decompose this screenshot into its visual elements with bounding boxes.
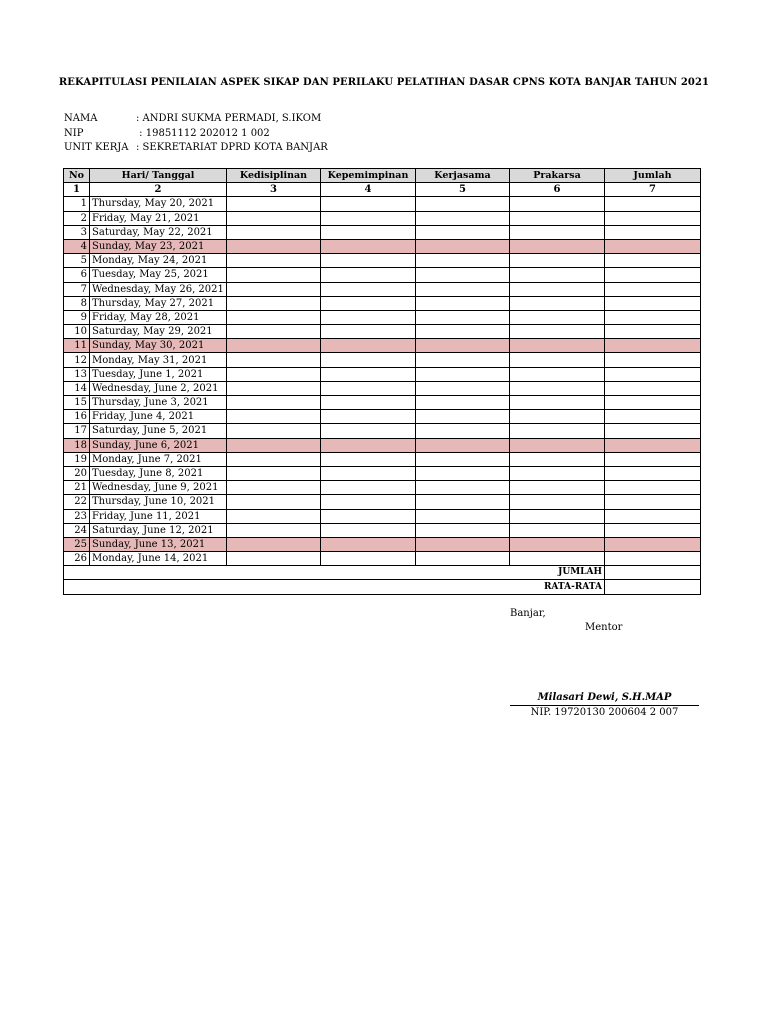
- row-date: Wednesday, May 26, 2021: [90, 282, 227, 296]
- table-row: [64, 552, 701, 566]
- score-cell-kedisiplinan[interactable]: [227, 310, 321, 324]
- score-cell-prakarsa[interactable]: [510, 254, 605, 268]
- info-value: : ANDRI SUKMA PERMADI, S.IKOM: [136, 113, 322, 124]
- header-kedisiplinan: Kedisiplinan: [227, 169, 321, 183]
- score-cell-jumlah[interactable]: [605, 353, 701, 367]
- score-cell-kedisiplinan[interactable]: [227, 466, 321, 480]
- score-cell-prakarsa[interactable]: [510, 466, 605, 480]
- score-cell-kerjasama[interactable]: [416, 396, 510, 410]
- score-cell-jumlah[interactable]: [605, 424, 701, 438]
- row-number: 26: [64, 552, 90, 566]
- header-kerjasama: Kerjasama: [416, 169, 510, 183]
- score-cell-jumlah[interactable]: [605, 552, 701, 566]
- score-cell-prakarsa[interactable]: [510, 282, 605, 296]
- row-number: 5: [64, 254, 90, 268]
- signature-role: Mentor: [585, 622, 623, 633]
- score-cell-prakarsa[interactable]: [510, 268, 605, 282]
- info-row-nip: [64, 127, 328, 142]
- score-cell-kedisiplinan[interactable]: [227, 410, 321, 424]
- score-cell-kedisiplinan[interactable]: [227, 282, 321, 296]
- score-cell-jumlah[interactable]: [605, 438, 701, 452]
- score-cell-kerjasama[interactable]: [416, 211, 510, 225]
- score-cell-jumlah[interactable]: [605, 523, 701, 537]
- score-cell-jumlah[interactable]: [605, 339, 701, 353]
- row-number: 13: [64, 367, 90, 381]
- score-cell-kedisiplinan[interactable]: [227, 396, 321, 410]
- row-date: Thursday, June 3, 2021: [90, 396, 227, 410]
- score-cell-kepemimpinan[interactable]: [321, 452, 416, 466]
- score-cell-kepemimpinan[interactable]: [321, 438, 416, 452]
- table-row: [64, 254, 701, 268]
- score-cell-kepemimpinan[interactable]: [321, 509, 416, 523]
- score-cell-kedisiplinan[interactable]: [227, 523, 321, 537]
- table-row: [64, 310, 701, 324]
- score-cell-kedisiplinan[interactable]: [227, 225, 321, 239]
- table-row: [64, 438, 701, 452]
- score-cell-kepemimpinan[interactable]: [321, 325, 416, 339]
- score-cell-kedisiplinan[interactable]: [227, 537, 321, 551]
- score-cell-kerjasama[interactable]: [416, 537, 510, 551]
- score-cell-kedisiplinan[interactable]: [227, 509, 321, 523]
- table-row: [64, 466, 701, 480]
- column-number: 7: [605, 183, 701, 197]
- score-cell-kerjasama[interactable]: [416, 325, 510, 339]
- score-cell-kepemimpinan[interactable]: [321, 310, 416, 324]
- row-date: Tuesday, May 25, 2021: [90, 268, 227, 282]
- score-cell-kepemimpinan[interactable]: [321, 268, 416, 282]
- score-cell-prakarsa[interactable]: [510, 396, 605, 410]
- score-cell-kerjasama[interactable]: [416, 353, 510, 367]
- score-cell-kerjasama[interactable]: [416, 509, 510, 523]
- score-cell-kedisiplinan[interactable]: [227, 254, 321, 268]
- score-cell-jumlah[interactable]: [605, 296, 701, 310]
- score-cell-kerjasama[interactable]: [416, 452, 510, 466]
- score-cell-kerjasama[interactable]: [416, 296, 510, 310]
- row-date: Tuesday, June 1, 2021: [90, 367, 227, 381]
- score-cell-prakarsa[interactable]: [510, 424, 605, 438]
- row-date: Saturday, May 29, 2021: [90, 325, 227, 339]
- table-column-number-row: [64, 183, 701, 197]
- score-cell-kepemimpinan[interactable]: [321, 339, 416, 353]
- row-date: Wednesday, June 9, 2021: [90, 481, 227, 495]
- table-row: [64, 225, 701, 239]
- score-cell-prakarsa[interactable]: [510, 537, 605, 551]
- table-row: [64, 523, 701, 537]
- row-date: Thursday, May 20, 2021: [90, 197, 227, 211]
- score-cell-kerjasama[interactable]: [416, 410, 510, 424]
- score-cell-kepemimpinan[interactable]: [321, 381, 416, 395]
- table-row: [64, 353, 701, 367]
- info-label: UNIT KERJA: [64, 142, 129, 153]
- score-cell-kedisiplinan[interactable]: [227, 339, 321, 353]
- score-cell-kerjasama[interactable]: [416, 239, 510, 253]
- score-cell-prakarsa[interactable]: [510, 452, 605, 466]
- score-cell-kedisiplinan[interactable]: [227, 424, 321, 438]
- score-cell-kepemimpinan[interactable]: [321, 225, 416, 239]
- row-number: 4: [64, 239, 90, 253]
- signature-place: Banjar,: [510, 608, 546, 619]
- row-number: 21: [64, 481, 90, 495]
- score-cell-jumlah[interactable]: [605, 254, 701, 268]
- score-cell-kepemimpinan[interactable]: [321, 537, 416, 551]
- score-cell-prakarsa[interactable]: [510, 381, 605, 395]
- info-row-nama: [64, 112, 328, 127]
- table-row: [64, 481, 701, 495]
- score-cell-kepemimpinan[interactable]: [321, 239, 416, 253]
- score-cell-jumlah[interactable]: [605, 396, 701, 410]
- table-row: [64, 410, 701, 424]
- average-value-cell[interactable]: [605, 580, 701, 594]
- row-number: 19: [64, 452, 90, 466]
- row-date: Thursday, June 10, 2021: [90, 495, 227, 509]
- table-row: [64, 268, 701, 282]
- score-cell-kerjasama[interactable]: [416, 481, 510, 495]
- row-date: Friday, June 11, 2021: [90, 509, 227, 523]
- table-row: [64, 452, 701, 466]
- score-cell-kedisiplinan[interactable]: [227, 367, 321, 381]
- score-cell-kedisiplinan[interactable]: [227, 296, 321, 310]
- score-cell-prakarsa[interactable]: [510, 410, 605, 424]
- total-row: [64, 566, 701, 580]
- row-number: 1: [64, 197, 90, 211]
- table-header-row: [64, 169, 701, 183]
- row-number: 6: [64, 268, 90, 282]
- score-cell-kedisiplinan[interactable]: [227, 381, 321, 395]
- table-row: [64, 509, 701, 523]
- score-cell-prakarsa[interactable]: [510, 339, 605, 353]
- score-cell-kedisiplinan[interactable]: [227, 197, 321, 211]
- row-date: Saturday, June 5, 2021: [90, 424, 227, 438]
- table-row: [64, 537, 701, 551]
- row-number: 10: [64, 325, 90, 339]
- score-cell-jumlah[interactable]: [605, 282, 701, 296]
- score-cell-kepemimpinan[interactable]: [321, 466, 416, 480]
- table-row: [64, 339, 701, 353]
- score-cell-kepemimpinan[interactable]: [321, 254, 416, 268]
- info-label: NAMA: [64, 113, 98, 124]
- score-cell-jumlah[interactable]: [605, 481, 701, 495]
- score-cell-prakarsa[interactable]: [510, 481, 605, 495]
- row-date: Friday, June 4, 2021: [90, 410, 227, 424]
- total-label: JUMLAH: [64, 566, 605, 580]
- row-date: Monday, May 31, 2021: [90, 353, 227, 367]
- score-cell-prakarsa[interactable]: [510, 197, 605, 211]
- score-cell-kedisiplinan[interactable]: [227, 452, 321, 466]
- score-cell-prakarsa[interactable]: [510, 225, 605, 239]
- column-number: 1: [64, 183, 90, 197]
- score-cell-jumlah[interactable]: [605, 211, 701, 225]
- row-number: 22: [64, 495, 90, 509]
- score-cell-kerjasama[interactable]: [416, 552, 510, 566]
- score-cell-kerjasama[interactable]: [416, 310, 510, 324]
- score-cell-jumlah[interactable]: [605, 495, 701, 509]
- row-number: 24: [64, 523, 90, 537]
- score-cell-kerjasama[interactable]: [416, 225, 510, 239]
- score-cell-kepemimpinan[interactable]: [321, 481, 416, 495]
- row-date: Saturday, May 22, 2021: [90, 225, 227, 239]
- score-cell-kedisiplinan[interactable]: [227, 239, 321, 253]
- row-date: Friday, May 28, 2021: [90, 310, 227, 324]
- table-body: [64, 197, 701, 566]
- row-date: Wednesday, June 2, 2021: [90, 381, 227, 395]
- score-cell-kepemimpinan[interactable]: [321, 495, 416, 509]
- score-cell-kepemimpinan[interactable]: [321, 396, 416, 410]
- participant-info: [64, 112, 328, 156]
- column-number: 6: [510, 183, 605, 197]
- score-cell-kepemimpinan[interactable]: [321, 197, 416, 211]
- row-number: 14: [64, 381, 90, 395]
- score-cell-prakarsa[interactable]: [510, 310, 605, 324]
- info-row-unit: [64, 141, 328, 156]
- score-cell-jumlah[interactable]: [605, 537, 701, 551]
- total-value-cell[interactable]: [605, 566, 701, 580]
- score-cell-kerjasama[interactable]: [416, 367, 510, 381]
- row-number: 17: [64, 424, 90, 438]
- table-row: [64, 396, 701, 410]
- table-row: [64, 239, 701, 253]
- score-cell-jumlah[interactable]: [605, 197, 701, 211]
- average-label: RATA-RATA: [64, 580, 605, 594]
- score-cell-jumlah[interactable]: [605, 310, 701, 324]
- score-cell-prakarsa[interactable]: [510, 296, 605, 310]
- signature-line: [510, 705, 699, 706]
- mentor-nip: NIP. 19720130 200604 2 007: [530, 707, 679, 718]
- average-row: [64, 580, 701, 594]
- score-cell-prakarsa[interactable]: [510, 523, 605, 537]
- score-cell-jumlah[interactable]: [605, 367, 701, 381]
- score-cell-kerjasama[interactable]: [416, 197, 510, 211]
- score-cell-jumlah[interactable]: [605, 509, 701, 523]
- score-cell-kerjasama[interactable]: [416, 424, 510, 438]
- row-date: Monday, May 24, 2021: [90, 254, 227, 268]
- score-cell-jumlah[interactable]: [605, 325, 701, 339]
- row-number: 7: [64, 282, 90, 296]
- header-no: No: [64, 169, 90, 183]
- row-number: 25: [64, 537, 90, 551]
- score-cell-jumlah[interactable]: [605, 381, 701, 395]
- table-row: [64, 424, 701, 438]
- row-date: Sunday, May 30, 2021: [90, 339, 227, 353]
- score-cell-prakarsa[interactable]: [510, 495, 605, 509]
- row-number: 8: [64, 296, 90, 310]
- row-number: 23: [64, 509, 90, 523]
- table-row: [64, 367, 701, 381]
- header-jumlah: Jumlah: [605, 169, 701, 183]
- score-cell-kerjasama[interactable]: [416, 381, 510, 395]
- score-cell-prakarsa[interactable]: [510, 367, 605, 381]
- row-number: 15: [64, 396, 90, 410]
- score-cell-jumlah[interactable]: [605, 239, 701, 253]
- score-cell-kerjasama[interactable]: [416, 282, 510, 296]
- row-date: Sunday, May 23, 2021: [90, 239, 227, 253]
- row-date: Friday, May 21, 2021: [90, 211, 227, 225]
- assessment-table: [63, 168, 701, 595]
- score-cell-kepemimpinan[interactable]: [321, 367, 416, 381]
- score-cell-kerjasama[interactable]: [416, 495, 510, 509]
- row-number: 20: [64, 466, 90, 480]
- score-cell-kepemimpinan[interactable]: [321, 523, 416, 537]
- info-value: : SEKRETARIAT DPRD KOTA BANJAR: [136, 142, 328, 153]
- table-row: [64, 211, 701, 225]
- score-cell-kepemimpinan[interactable]: [321, 552, 416, 566]
- score-cell-prakarsa[interactable]: [510, 211, 605, 225]
- score-cell-jumlah[interactable]: [605, 225, 701, 239]
- score-cell-kepemimpinan[interactable]: [321, 410, 416, 424]
- table-row: [64, 296, 701, 310]
- score-cell-jumlah[interactable]: [605, 410, 701, 424]
- row-date: Sunday, June 13, 2021: [90, 537, 227, 551]
- row-date: Saturday, June 12, 2021: [90, 523, 227, 537]
- score-cell-kedisiplinan[interactable]: [227, 552, 321, 566]
- score-cell-prakarsa[interactable]: [510, 552, 605, 566]
- score-cell-kepemimpinan[interactable]: [321, 211, 416, 225]
- row-number: 16: [64, 410, 90, 424]
- column-number: 4: [321, 183, 416, 197]
- row-date: Monday, June 14, 2021: [90, 552, 227, 566]
- score-cell-kepemimpinan[interactable]: [321, 282, 416, 296]
- row-number: 3: [64, 225, 90, 239]
- score-cell-kerjasama[interactable]: [416, 254, 510, 268]
- score-cell-kedisiplinan[interactable]: [227, 211, 321, 225]
- score-cell-kerjasama[interactable]: [416, 268, 510, 282]
- row-date: Tuesday, June 8, 2021: [90, 466, 227, 480]
- score-cell-kedisiplinan[interactable]: [227, 481, 321, 495]
- header-date: Hari/ Tanggal: [90, 169, 227, 183]
- score-cell-prakarsa[interactable]: [510, 509, 605, 523]
- score-cell-kedisiplinan[interactable]: [227, 268, 321, 282]
- score-cell-kerjasama[interactable]: [416, 438, 510, 452]
- row-date: Monday, June 7, 2021: [90, 452, 227, 466]
- row-number: 12: [64, 353, 90, 367]
- column-number: 5: [416, 183, 510, 197]
- score-cell-prakarsa[interactable]: [510, 438, 605, 452]
- table-row: [64, 495, 701, 509]
- score-cell-prakarsa[interactable]: [510, 353, 605, 367]
- score-cell-kedisiplinan[interactable]: [227, 325, 321, 339]
- column-number: 3: [227, 183, 321, 197]
- score-cell-kepemimpinan[interactable]: [321, 424, 416, 438]
- score-cell-jumlah[interactable]: [605, 452, 701, 466]
- score-cell-prakarsa[interactable]: [510, 239, 605, 253]
- table-row: [64, 197, 701, 211]
- score-cell-kepemimpinan[interactable]: [321, 353, 416, 367]
- column-number: 2: [90, 183, 227, 197]
- score-cell-prakarsa[interactable]: [510, 325, 605, 339]
- table-row: [64, 325, 701, 339]
- document-title: REKAPITULASI PENILAIAN ASPEK SIKAP DAN PERILAKU PELATIHAN DASAR CPNS KOTA BANJAR TAHUN 2021: [58, 77, 710, 88]
- score-cell-kerjasama[interactable]: [416, 466, 510, 480]
- row-number: 11: [64, 339, 90, 353]
- row-date: Thursday, May 27, 2021: [90, 296, 227, 310]
- mentor-name: Milasari Dewi, S.H.MAP: [537, 692, 672, 703]
- table-row: [64, 282, 701, 296]
- score-cell-jumlah[interactable]: [605, 466, 701, 480]
- row-number: 2: [64, 211, 90, 225]
- table-row: [64, 381, 701, 395]
- row-number: 18: [64, 438, 90, 452]
- header-kepemimpinan: Kepemimpinan: [321, 169, 416, 183]
- score-cell-kepemimpinan[interactable]: [321, 296, 416, 310]
- row-number: 9: [64, 310, 90, 324]
- score-cell-kedisiplinan[interactable]: [227, 495, 321, 509]
- info-value: : 19851112 202012 1 002: [136, 127, 270, 139]
- header-prakarsa: Prakarsa: [510, 169, 605, 183]
- score-cell-kedisiplinan[interactable]: [227, 353, 321, 367]
- score-cell-kedisiplinan[interactable]: [227, 438, 321, 452]
- score-cell-jumlah[interactable]: [605, 268, 701, 282]
- score-cell-kerjasama[interactable]: [416, 523, 510, 537]
- row-date: Sunday, June 6, 2021: [90, 438, 227, 452]
- info-label: NIP: [64, 127, 84, 139]
- score-cell-kerjasama[interactable]: [416, 339, 510, 353]
